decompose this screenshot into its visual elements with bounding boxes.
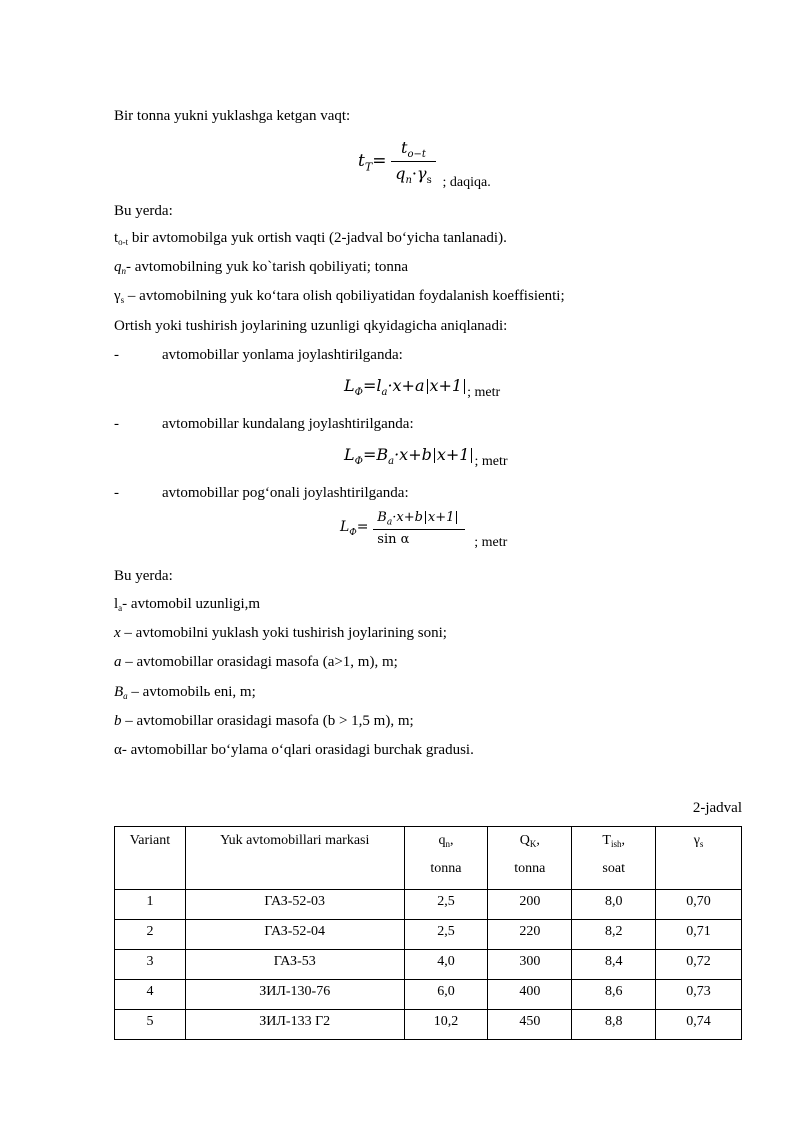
bu-yerda-1: Bu yerda: <box>114 203 173 219</box>
ortish-text: Ortish yoki tushirish joylarining uzunligi qkyidagicha aniqlanadi: <box>114 318 508 334</box>
definition-gamma-s: $\gamma_s$ – avtomobilning yuk ko‘tara olish qobiliyatidan foydalanish koeffisienti; <box>114 288 565 305</box>
cell-tish: 8,6 <box>572 980 656 1010</box>
cell-qn: 10,2 <box>404 1010 488 1040</box>
cell-gamma: 0,72 <box>656 950 742 980</box>
cell-qk: 400 <box>488 980 572 1010</box>
cell-marka: ГАЗ-52-04 <box>185 920 404 950</box>
cell-marka: ГАЗ-53 <box>185 950 404 980</box>
cell-gamma: 0,74 <box>656 1010 742 1040</box>
case-transverse-placement: - avtomobillar kundalang joylashtirilganda: <box>114 416 414 432</box>
cell-qk: 220 <box>488 920 572 950</box>
cell-marka: ЗИЛ-133 Г2 <box>185 1010 404 1040</box>
header-marka: Yuk avtomobillari markasi <box>185 827 404 890</box>
table-caption: 2-jadval <box>692 800 742 816</box>
case-side-placement: - avtomobillar yonlama joylashtirilganda: <box>114 347 403 363</box>
definition-q-n: $q_n-$ avtomobilning yuk ko`tarish qobiliyati; tonna <box>114 259 409 276</box>
table-row <box>115 890 742 920</box>
table-row <box>115 920 742 950</box>
table-row <box>115 1010 742 1040</box>
definition-l-a: $l_a-$ avtomobil uzunligi,m <box>114 596 261 613</box>
formula-transverse-length: $L_Ф=B_a\cdot x+b$ x+1 ; metr <box>344 445 508 469</box>
case-stepped-placement: - avtomobillar pog‘onali joylashtirilganda: <box>114 485 409 501</box>
table-header-row <box>115 827 742 890</box>
table-row <box>115 980 742 1010</box>
cell-marka: ЗИЛ-130-76 <box>185 980 404 1010</box>
cell-variant: 3 <box>115 950 186 980</box>
header-variant: Variant <box>115 827 186 890</box>
definition-a: a – avtomobillar orasidagi masofa (a>1, m), m; <box>114 654 398 670</box>
cell-variant: 1 <box>115 890 186 920</box>
cell-marka: ГАЗ-52-03 <box>185 890 404 920</box>
cell-variant: 4 <box>115 980 186 1010</box>
cell-qn: 2,5 <box>404 920 488 950</box>
cell-qn: 6,0 <box>404 980 488 1010</box>
vehicle-table <box>114 826 742 1040</box>
header-qk: $Q_K$, tonna <box>488 827 572 890</box>
cell-tish: 8,4 <box>572 950 656 980</box>
formula-stepped-length: $L_Ф=$ $\frac{B_a\cdot x+b x+1}{\text{sin α}}$ ; metr <box>340 510 508 551</box>
bu-yerda-2: Bu yerda: <box>114 568 173 584</box>
cell-tish: 8,2 <box>572 920 656 950</box>
cell-qn: 4,0 <box>404 950 488 980</box>
cell-gamma: 0,73 <box>656 980 742 1010</box>
cell-variant: 2 <box>115 920 186 950</box>
header-tish: $T_{ish}$, soat <box>572 827 656 890</box>
cell-qk: 300 <box>488 950 572 980</box>
header-qn: $q_n$, tonna <box>404 827 488 890</box>
formula-loading-time: $t_T=$ $\frac{t_{o-t}}{q_n\cdot\gamma_s}$ ; daqiqa. <box>358 138 491 191</box>
cell-variant: 5 <box>115 1010 186 1040</box>
cell-gamma: 0,70 <box>656 890 742 920</box>
cell-qk: 200 <box>488 890 572 920</box>
cell-tish: 8,0 <box>572 890 656 920</box>
formula-side-length: $L_Ф=l_a\cdot x+a$ x+1 ; metr <box>344 376 501 400</box>
definition-alpha: α- avtomobillar bo‘ylama o‘qlari orasidagi burchak gradusi. <box>114 742 474 758</box>
cell-qk: 450 <box>488 1010 572 1040</box>
cell-qn: 2,5 <box>404 890 488 920</box>
intro-text: Bir tonna yukni yuklashga ketgan vaqt: <box>114 108 351 124</box>
table-row <box>115 950 742 980</box>
definition-t-o-t: $t_{o-t}$ bir avtomobilga yuk ortish vaqti (2-jadval bo‘yicha tanlanadi). <box>114 230 507 247</box>
cell-tish: 8,8 <box>572 1010 656 1040</box>
cell-gamma: 0,71 <box>656 920 742 950</box>
header-gamma-s: $\gamma_s$ <box>656 827 742 890</box>
definition-x: x – avtomobilni yuklash yoki tushirish joylarining soni; <box>114 625 447 641</box>
definition-b: b – avtomobillar orasidagi masofa (b > 1,5 m), m; <box>114 713 414 729</box>
definition-b-a: $B_a$ – avtomobilь eni, m; <box>114 684 256 701</box>
